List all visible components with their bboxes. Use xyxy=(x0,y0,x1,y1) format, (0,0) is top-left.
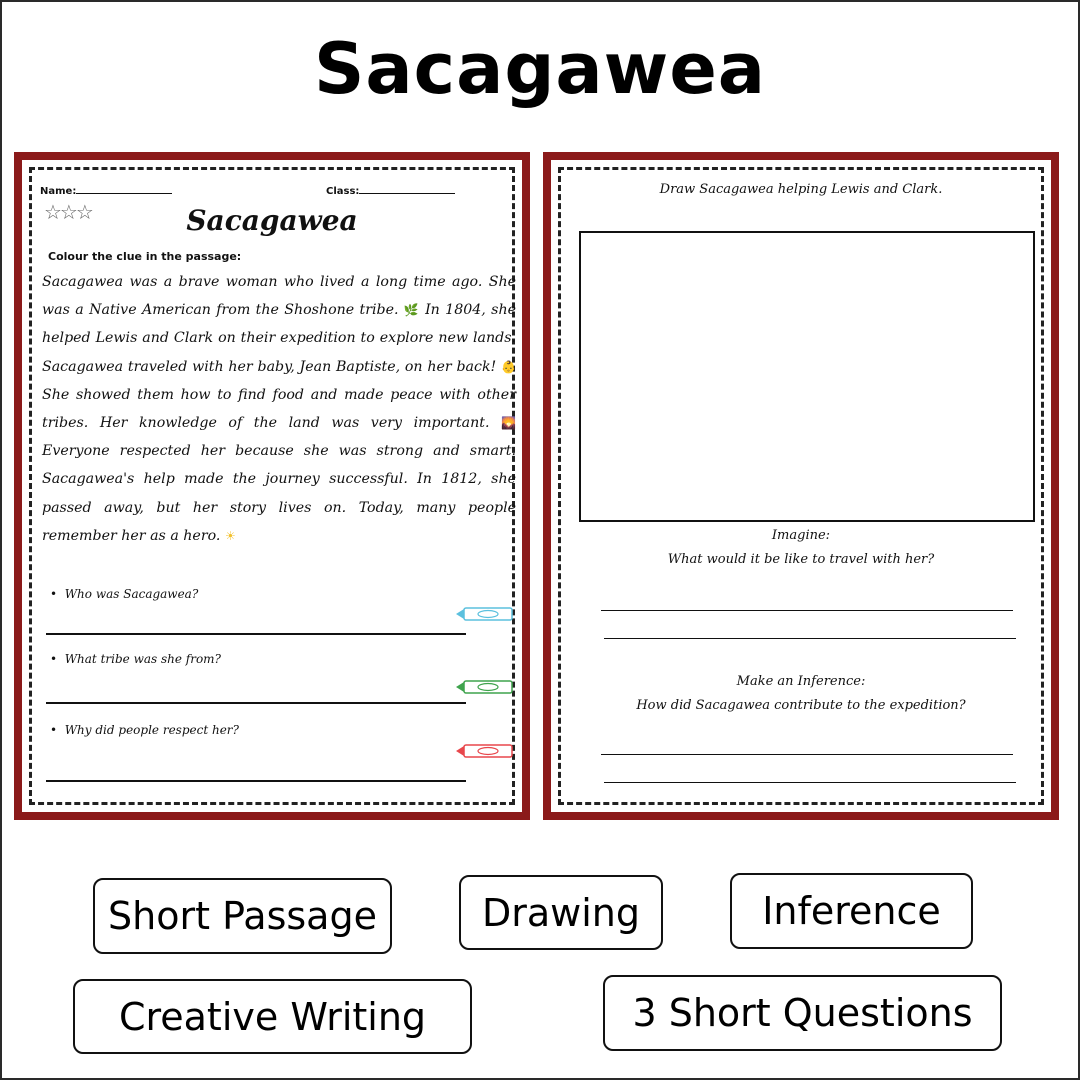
answer-line[interactable] xyxy=(601,610,1013,611)
imagine-label: Imagine: xyxy=(771,528,831,543)
answer-line[interactable] xyxy=(601,754,1013,755)
worksheet-page xyxy=(14,152,530,820)
drawing-box[interactable] xyxy=(579,231,1035,522)
activity-page xyxy=(543,152,1059,820)
tag-short-passage: Short Passage xyxy=(93,878,392,954)
question-1: • Who was Sacagawea? xyxy=(50,587,199,601)
worksheet-title: Sacagawea xyxy=(186,204,358,237)
name-field[interactable]: Name: xyxy=(40,186,172,197)
answer-line[interactable] xyxy=(604,782,1016,783)
crayon-icon xyxy=(456,680,514,694)
main-title: Sacagawea xyxy=(313,28,767,110)
baby-icon: 👶 xyxy=(501,359,516,374)
sunrise-mountain-icon: 🌄 xyxy=(501,416,516,431)
rating-stars-icon: ☆☆☆ xyxy=(44,200,92,224)
tag-inference: Inference xyxy=(730,873,973,949)
reading-passage: Sacagawea was a brave woman who lived a long time ago. She was a Native American from the Shoshone tribe. 🌿 In 1804, she helped Lewis and Clark on their expedition to explore new lands. Sacagawea traveled with her baby, Jean Baptiste, on her back! 👶 She showed them how to find food and made peace with other tribes. Her knowledge of the land was very important. 🌄 Everyone respected her because she was strong and smart. Sacagawea's help made the journey successful. In 1812, she passed away, but her story lives on. Today, many people remember her as a hero. ☀ xyxy=(42,274,516,544)
tag-3-short-questions: 3 Short Questions xyxy=(603,975,1002,1051)
class-field[interactable]: Class: xyxy=(326,186,455,197)
answer-line[interactable] xyxy=(46,780,466,782)
instruction: Colour the clue in the passage: xyxy=(48,250,242,263)
crayon-icon xyxy=(456,607,514,621)
tag-creative-writing: Creative Writing xyxy=(73,979,472,1054)
question-2: • What tribe was she from? xyxy=(50,652,221,666)
answer-line[interactable] xyxy=(604,638,1016,639)
answer-line[interactable] xyxy=(46,633,466,635)
inference-question: How did Sacagawea contribute to the expedition? xyxy=(636,698,966,713)
crayon-icon xyxy=(456,744,514,758)
inference-label: Make an Inference: xyxy=(736,674,866,689)
sun-icon: ☀ xyxy=(224,528,236,543)
answer-line[interactable] xyxy=(46,702,466,704)
tag-drawing: Drawing xyxy=(459,875,663,950)
draw-prompt: Draw Sacagawea helping Lewis and Clark. xyxy=(659,182,943,197)
leaf-icon: 🌿 xyxy=(403,303,420,318)
question-3: • Why did people respect her? xyxy=(50,723,239,737)
imagine-question: What would it be like to travel with her? xyxy=(667,552,935,567)
